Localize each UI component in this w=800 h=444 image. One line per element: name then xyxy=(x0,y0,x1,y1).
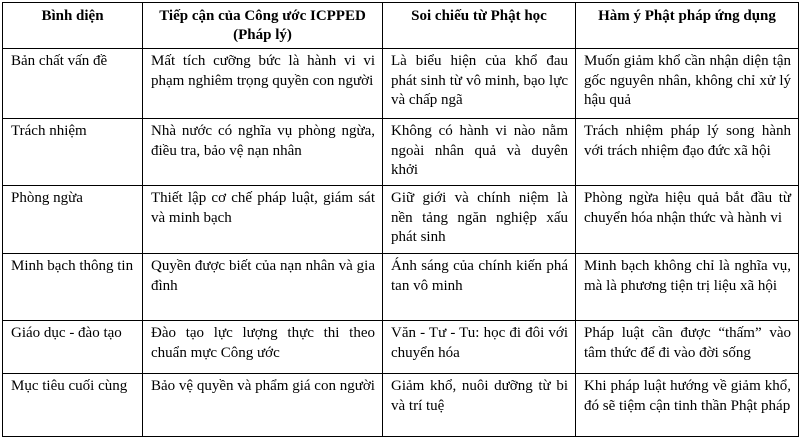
table-cell: Đào tạo lực lượng thực thi theo chuẩn mực Công ước xyxy=(143,321,383,374)
table-cell: Mục tiêu cuối cùng xyxy=(3,374,143,437)
table-cell: Khi pháp luật hướng về giảm khổ, đó sẽ tiệm cận tinh thần Phật pháp xyxy=(576,374,799,437)
table-cell: Ánh sáng của chính kiến phá tan vô minh xyxy=(383,254,576,321)
table-cell: Trách nhiệm pháp lý song hành với trách nhiệm đạo đức xã hội xyxy=(576,119,799,186)
column-header-label: Hàm ý Phật pháp ứng dụng xyxy=(598,8,776,24)
table-cell: Văn - Tư - Tu: học đi đôi với chuyển hóa xyxy=(383,321,576,374)
table-cell: Mất tích cưỡng bức là hành vi vi phạm nghiêm trọng quyền con người xyxy=(143,49,383,119)
table-row xyxy=(3,254,799,321)
table-cell: Thiết lập cơ chế pháp luật, giám sát và minh bạch xyxy=(143,186,383,254)
table-row xyxy=(3,374,799,437)
column-header-label: Bình diện xyxy=(41,8,104,24)
column-header-subline: (Pháp lý) xyxy=(233,27,292,43)
table-cell: Quyền được biết của nạn nhân và gia đình xyxy=(143,254,383,321)
table-row xyxy=(3,49,799,119)
comparison-table xyxy=(2,2,799,437)
table-cell: Minh bạch không chỉ là nghĩa vụ, mà là phương tiện trị liệu xã hội xyxy=(576,254,799,321)
table-cell: Giảm khổ, nuôi dưỡng từ bi và trí tuệ xyxy=(383,374,576,437)
table-cell: Giữ giới và chính niệm là nền tảng ngăn nghiệp xấu phát sinh xyxy=(383,186,576,254)
table-cell: Minh bạch thông tin xyxy=(3,254,143,321)
column-header-phat-hoc xyxy=(383,3,576,49)
table-row xyxy=(3,119,799,186)
column-header-label: Soi chiếu từ Phật học xyxy=(411,8,547,24)
table-cell: Không có hành vi nào nằm ngoài nhân quả và duyên khởi xyxy=(383,119,576,186)
column-header-icpped xyxy=(143,3,383,49)
table-cell: Bản chất vấn đề xyxy=(3,49,143,119)
table-cell: Bảo vệ quyền và phẩm giá con người xyxy=(143,374,383,437)
column-header-ham-y xyxy=(576,3,799,49)
table-cell: Muốn giảm khổ cần nhận diện tận gốc nguyên nhân, không chỉ xử lý hậu quả xyxy=(576,49,799,119)
table-cell: Pháp luật cần được “thấm” vào tâm thức để đi vào đời sống xyxy=(576,321,799,374)
table-cell: Phòng ngừa xyxy=(3,186,143,254)
table-cell: Là biểu hiện của khổ đau phát sinh từ vô minh, bạo lực và chấp ngã xyxy=(383,49,576,119)
table-row xyxy=(3,186,799,254)
table-row xyxy=(3,321,799,374)
column-header-binh-dien xyxy=(3,3,143,49)
table-cell: Phòng ngừa hiệu quả bắt đầu từ chuyển hóa nhận thức và hành vi xyxy=(576,186,799,254)
table-header-row xyxy=(3,3,799,49)
table-cell: Giáo dục - đào tạo xyxy=(3,321,143,374)
table-cell: Trách nhiệm xyxy=(3,119,143,186)
column-header-label: Tiếp cận của Công ước ICPPED xyxy=(159,8,366,24)
table-cell: Nhà nước có nghĩa vụ phòng ngừa, điều tra, bảo vệ nạn nhân xyxy=(143,119,383,186)
